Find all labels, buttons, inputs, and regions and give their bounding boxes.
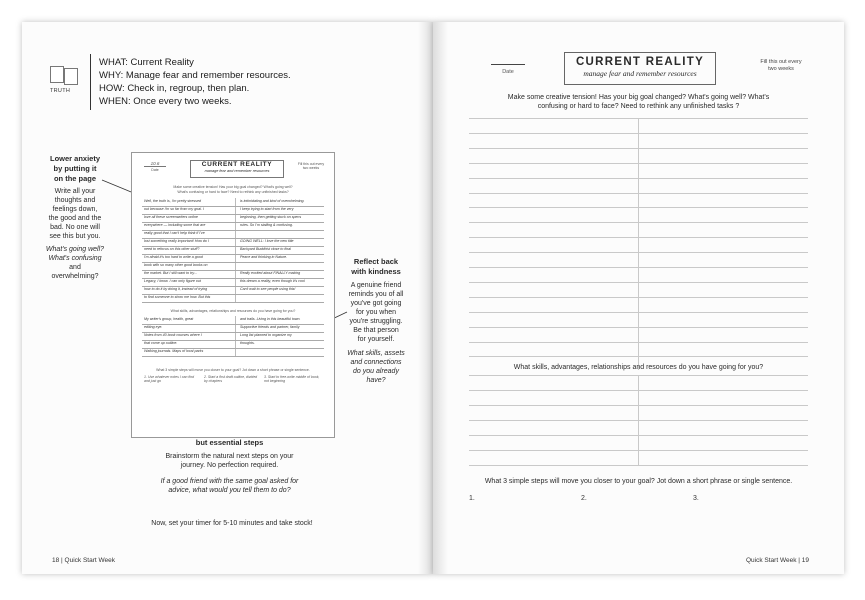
sample-row-left-text: book with so many other good books on: [144, 263, 208, 267]
sample-row-left-text: that come up outline.: [144, 341, 178, 345]
annotation-text: you've got going: [350, 300, 402, 307]
sample-row: [142, 348, 324, 357]
writing-line[interactable]: [469, 420, 808, 421]
date-field[interactable]: [491, 64, 525, 65]
page-title: CURRENT REALITY: [575, 56, 705, 68]
prompt-tension: [469, 93, 808, 111]
writing-line[interactable]: [469, 133, 808, 134]
sample-row-right-text: thoughts.: [240, 341, 255, 345]
sample-step: [264, 375, 320, 383]
step-2-field[interactable]: 2.: [581, 495, 587, 502]
sample-row-left-text: Well, the truth is, I'm pretty stressed: [144, 199, 201, 203]
sample-row-right-text: Long list planned to organize my: [240, 333, 292, 337]
sample-title: CURRENT REALITY: [201, 161, 273, 168]
sample-step: [144, 375, 200, 383]
sample-step-text: Use whatever notes I can find and just go: [144, 375, 195, 383]
sample-subtitle: manage fear and remember resources: [204, 169, 270, 173]
sample-row-right-text: rules. So I'm stalling & confusing.: [240, 223, 293, 227]
sample-step-number: 2.: [204, 375, 207, 379]
writing-line[interactable]: [469, 163, 808, 164]
annotation-italic: What's going well?: [45, 246, 105, 253]
annotation-italic: What's confusing: [48, 255, 102, 262]
annotation-text: thoughts and: [54, 197, 96, 204]
annotation-text: A genuine friend: [350, 282, 402, 289]
fill-note-line: two weeks: [768, 65, 794, 72]
writing-line[interactable]: [469, 118, 808, 119]
writing-line[interactable]: [469, 282, 808, 283]
sample-row: [142, 294, 324, 303]
writing-line[interactable]: [469, 148, 808, 149]
writing-line[interactable]: [469, 222, 808, 223]
writing-line[interactable]: [469, 450, 808, 451]
sample-row-right-text: is intimidating and kind of overwhelming.: [240, 199, 305, 203]
sample-row-left-text: everywhere — including some that are: [144, 223, 206, 227]
sample-date: 10.6: [144, 161, 166, 167]
sample-row-left-text: lost something really important! How do I: [144, 239, 209, 243]
sample-row-left-text: love all these screenwriters online: [144, 215, 198, 219]
writing-line[interactable]: [469, 390, 808, 391]
annotation-text: Brainstorm the natural next steps on your: [165, 453, 294, 460]
writing-line[interactable]: [469, 405, 808, 406]
annotation-text: reminds you of all: [348, 291, 404, 298]
annotation-italic: and: [69, 264, 81, 271]
sample-row-left-text: out because I'm so far from my goal. I: [144, 207, 205, 211]
sample-fill-note: Fill this out every two weeks: [297, 162, 325, 170]
annotation-text: Write all your: [54, 188, 96, 195]
sample-worksheet: [131, 152, 335, 438]
sample-row-right-text: Backyard Buddhist close to final: [240, 247, 291, 251]
annotation-italic: overwhelming?: [51, 273, 99, 280]
sample-step-text: Start a first draft outline, divided by chapters: [204, 375, 258, 383]
sample-prompt: What skills, advantages, relationships and resources do you have going for you?: [170, 309, 296, 313]
sample-prompt: What 3 simple steps will move you closer to your goal? Jot down a short phrase or single sentence.: [156, 368, 310, 372]
annotation-text: Be that person: [353, 327, 399, 334]
sample-step-number: 3.: [264, 375, 267, 379]
sample-row-left-text: Notes from 40 book courses where I: [144, 333, 202, 337]
writing-line[interactable]: [469, 356, 808, 357]
sample-row-left-text: I'm afraid it's too hard to write a good: [144, 255, 203, 259]
fill-note-line: Fill this out every: [760, 59, 802, 65]
sample-prompt: What's confusing or hard to face? Need to rethink any unfinished tasks?: [177, 190, 289, 194]
header-when: WHEN: Once every two weeks.: [99, 96, 232, 107]
prompt-steps: What 3 simple steps will move you closer to your goal? Jot down a short phrase or single sentence.: [484, 478, 793, 485]
left-page: [22, 22, 433, 574]
sample-row-left-text: My writer's group, health, great: [144, 317, 194, 321]
header-how: HOW: Check in, regroup, then plan.: [99, 83, 250, 94]
sample-row-right-text: I keep trying to start from the very: [240, 207, 294, 211]
writing-line[interactable]: [469, 297, 808, 298]
sample-row-left-text: the market. But I still want to try...: [144, 271, 197, 275]
sample-row-right-text: GOING WELL: I love the new title: [240, 239, 294, 243]
annotation-heading: Reflect back: [353, 257, 399, 266]
annotation-text: feelings down,: [52, 206, 98, 213]
writing-line[interactable]: [469, 252, 808, 253]
date-label: Date: [502, 69, 514, 75]
icon-label: TRUTH: [50, 88, 71, 94]
annotation-italic: advice, what would you tell them to do?: [168, 487, 291, 494]
sample-row-left-text: need to refocus on this other stuff?: [144, 247, 200, 251]
sample-date-label: Date: [151, 168, 159, 172]
writing-line[interactable]: [469, 312, 808, 313]
fill-note: [751, 59, 811, 72]
annotation-text: the good and the: [48, 215, 102, 222]
annotation-text: see this but you.: [49, 233, 101, 240]
sample-row-right-text: this dream a reality, even though it's cool: [240, 279, 305, 283]
step-3-field[interactable]: 3.: [693, 495, 699, 502]
annotation-text: for you when: [355, 309, 397, 316]
annotation-heading: on the page: [53, 174, 97, 183]
sample-row-right-text: Really excited about FINALLY making: [240, 271, 301, 275]
annotation-text: bad. No one will: [50, 224, 100, 231]
column-divider: [638, 118, 639, 370]
prompt-line: Make some creative tension! Has your big goal changed? What's going well? What's: [507, 94, 770, 101]
sample-row-left-text: Walking journals. Maps of local parks: [144, 349, 204, 353]
writing-line[interactable]: [469, 178, 808, 179]
sample-row-left-text: really good that I can't help think if I've: [144, 231, 205, 235]
page-subtitle: manage fear and remember resources: [583, 69, 697, 78]
page-footer: 18 | Quick Start Week: [52, 557, 115, 564]
page-footer: Quick Start Week | 19: [746, 557, 809, 564]
annotation-heading: but essential steps: [195, 438, 264, 447]
prompt-resources: What skills, advantages, relationships and resources do you have going for you?: [513, 364, 764, 371]
annotation-heading: with kindness: [351, 267, 401, 276]
annotation-text: for yourself.: [357, 336, 395, 343]
annotation-heading: Lower anxiety: [49, 154, 101, 163]
writing-line[interactable]: [469, 465, 808, 466]
sample-row-left-text: Legacy, I know. I can only figure out: [144, 279, 201, 283]
writing-line[interactable]: [469, 193, 808, 194]
sample-prompt: Make some creative tension! Has your big goal changed? What's going well?: [173, 185, 293, 189]
sample-title-box: [190, 160, 284, 178]
writing-line[interactable]: [469, 327, 808, 328]
writing-line[interactable]: [469, 267, 808, 268]
annotation-text: journey. No perfection required.: [180, 462, 279, 469]
step-1-field[interactable]: 1.: [469, 495, 475, 502]
annotation-italic: If a good friend with the same goal asked for: [160, 478, 299, 485]
header-what: WHAT: Current Reality: [99, 57, 194, 68]
annotation-italic: do you already: [353, 368, 399, 375]
writing-line[interactable]: [469, 435, 808, 436]
sample-step: [204, 375, 260, 383]
header-why: WHY: Manage fear and remember resources.: [99, 70, 291, 81]
sample-row-right-text: Supportive friends and partner, family: [240, 325, 300, 329]
sample-row-right-text: and trails. Living in this beautiful town.: [240, 317, 301, 321]
sample-row-right-text: Peace and thinking in Nature.: [240, 255, 288, 259]
sample-row-left-text: to find someone to show me how. But this: [144, 295, 211, 299]
sample-step-text: Start to free-write middle of book, not beginning: [264, 375, 320, 383]
annotation-italic: What skills, assets: [347, 350, 405, 357]
right-page: [433, 22, 844, 574]
annotation-text: you're struggling.: [349, 318, 403, 325]
sample-row-left-text: how to do it by doing it, instead of trying: [144, 287, 208, 291]
writing-line[interactable]: [469, 342, 808, 343]
timer-note: Now, set your timer for 5-10 minutes and take stock!: [151, 520, 313, 527]
writing-line[interactable]: [469, 237, 808, 238]
sample-row-left-text: editing eye.: [144, 325, 163, 329]
annotation-italic: have?: [366, 377, 386, 384]
title-box: [564, 52, 716, 85]
sample-row-right-text: Can't wait to see people using this!: [240, 287, 296, 291]
annotation-italic: and connections: [350, 359, 402, 366]
sample-step-number: 1.: [144, 375, 147, 379]
prompt-line: confusing or hard to face? Need to rethink any unfinished tasks ?: [537, 103, 740, 110]
sample-row-right-text: beginning, then getting stuck on specs: [240, 215, 302, 219]
writing-line[interactable]: [469, 207, 808, 208]
writing-line[interactable]: [469, 375, 808, 376]
annotation-heading: by putting it: [53, 164, 97, 173]
